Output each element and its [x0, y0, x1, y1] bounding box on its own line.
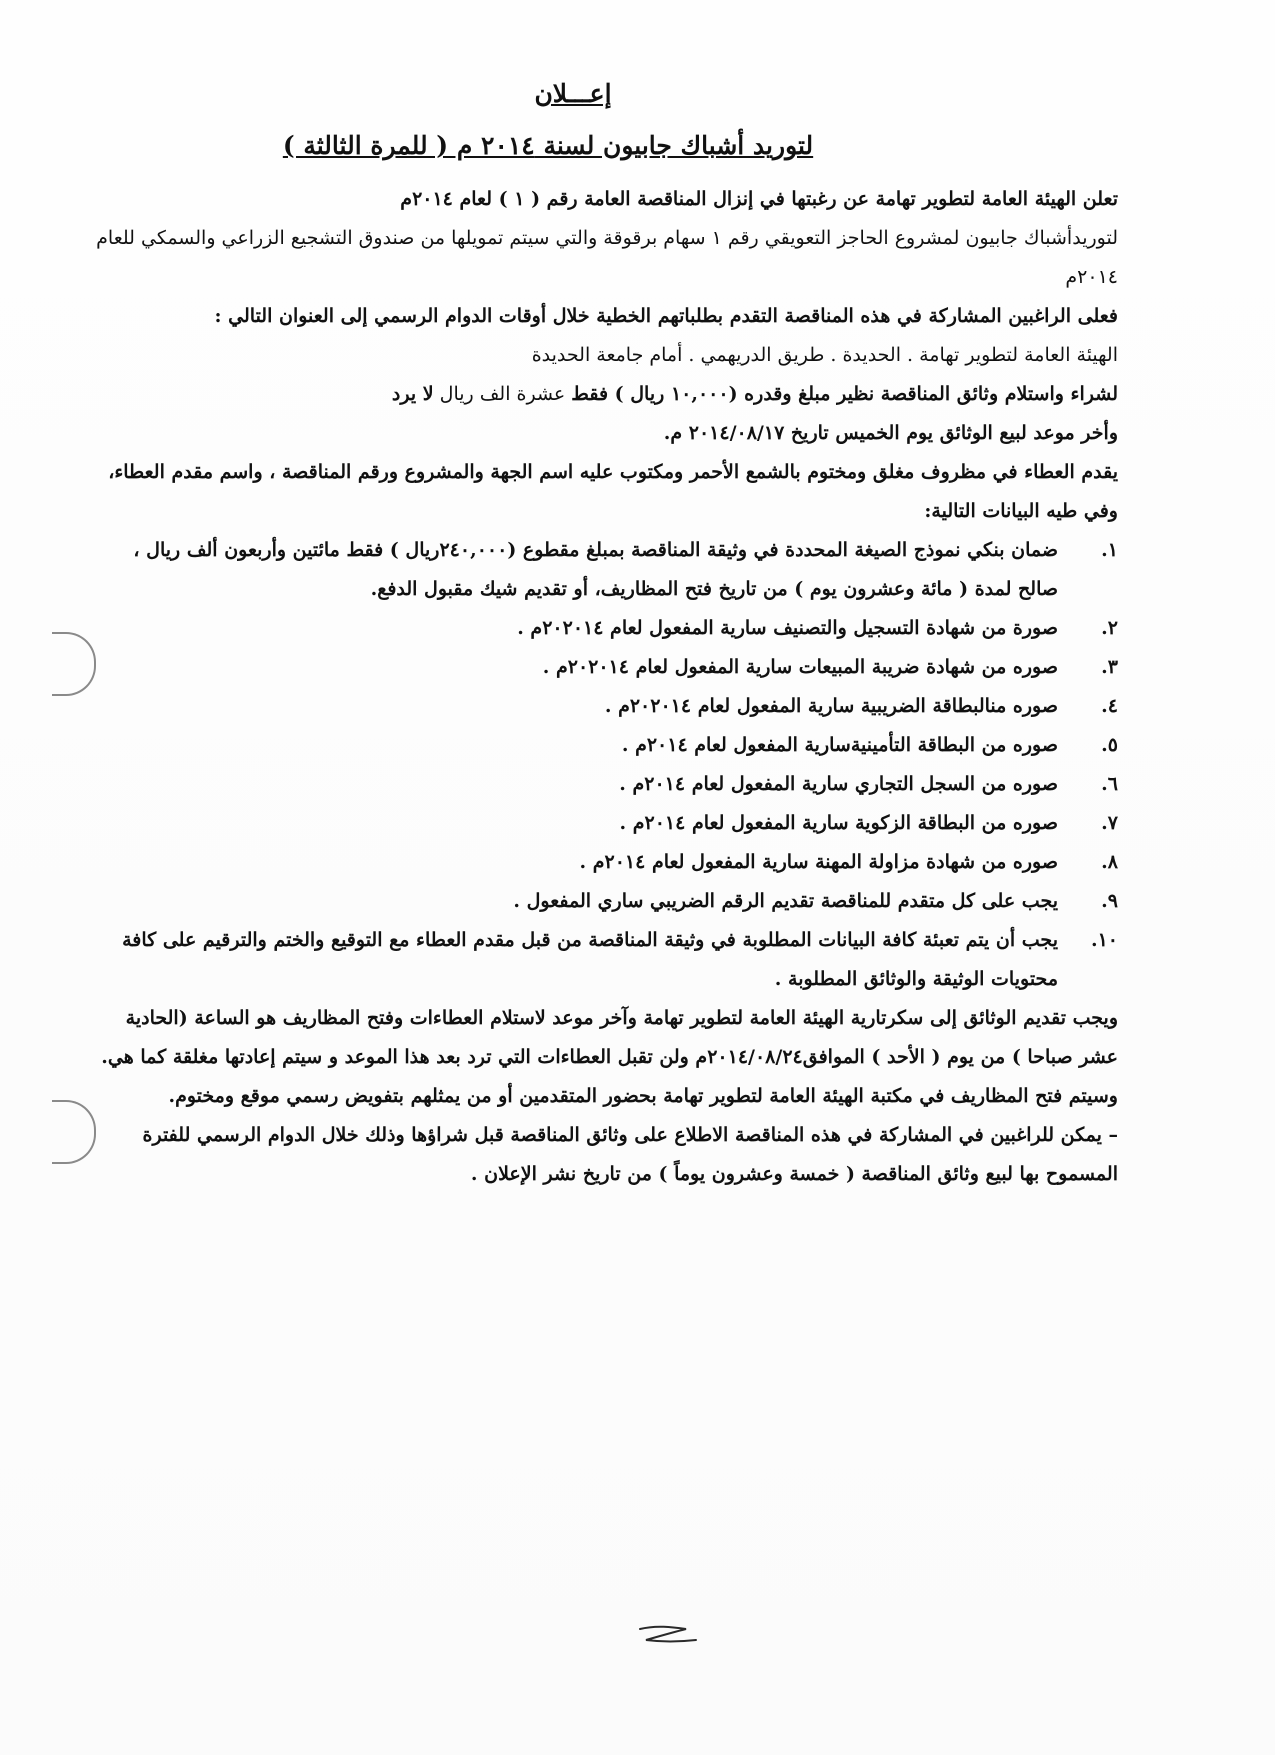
required-documents-list [88, 531, 1118, 999]
purchase-price: لشراء واستلام وثائق المناقصة نظير مبلغ وقدره (١٠,٠٠٠ ريال ) [608, 383, 1118, 405]
announcement-title: إعـــلان [534, 79, 612, 108]
intro-purpose: لتوريدأشباك جابيون لمشروع الحاجز التعويقي رقم ١ سهام برقوقة والتي سيتم تمويلها من صندوق التشجيع الزراعي والسمكي للعام ٢٠١٤م [96, 227, 1118, 288]
opening-instructions: وسيتم فتح المظاريف في مكتبة الهيئة العامة لتطوير تهامة بحضور المتقدمين أو من يمثلهم بتفويض رسمي موقع ومختوم. [168, 1085, 1118, 1107]
list-item-number: ١. [1101, 539, 1118, 561]
list-item-number: ٩. [1101, 890, 1118, 912]
list-item [88, 882, 1118, 921]
list-item [88, 687, 1118, 726]
list-item [88, 648, 1118, 687]
list-item [88, 531, 1118, 609]
list-item-text: يجب على كل متقدم للمناقصة تقديم الرقم الضريبي ساري المفعول . [513, 890, 1058, 912]
purchase-nonrefundable: لا يرد [391, 383, 434, 405]
announcement-subtitle: لتوريد أشباك جابيون لسنة ٢٠١٤ م ( للمرة الثالثة ) [282, 131, 814, 160]
list-item-text: صوره من السجل التجاري سارية المفعول لعام ٢٠١٤م . [619, 773, 1058, 795]
list-item-number: ٤. [1101, 695, 1118, 717]
list-item [88, 726, 1118, 765]
list-item-number: ٥. [1101, 734, 1118, 756]
envelope-instructions: يقدم العطاء في مظروف مغلق ومختوم بالشمع الأحمر ومكتوب عليه اسم الجهة والمشروع ورقم المناقصة ، واسم مقدم العطاء، وفي طيه البيانات التالية: [108, 461, 1118, 522]
list-item-number: ٧. [1101, 812, 1118, 834]
delivery-instructions: ويجب تقديم الوثائق إلى سكرتارية الهيئة العامة لتطوير تهامة وآخر موعد لاستلام العطاءات وفتح المظاريف هو الساعة (الحادية عشر صباحا ) من يوم ( الأحد ) الموافق٢٠١٤/٠٨/٢٤م ولن تقبل العطاءات التي ترد بعد هذا الموعد و سيتم إعادتها مغلقة كما هي. [101, 1007, 1118, 1068]
list-item-text: صوره من البطاقة الزكوية سارية المفعول لعام ٢٠١٤م . [619, 812, 1058, 834]
list-item [88, 609, 1118, 648]
intro-line [88, 180, 1118, 219]
list-item-number: ٣. [1101, 656, 1118, 678]
list-item-text: صوره من شهادة مزاولة المهنة سارية المفعول لعام ٢٠١٤م . [579, 851, 1058, 873]
list-item-text: يجب أن يتم تعبئة كافة البيانات المطلوبة في وثيقة المناقصة من قبل مقدم العطاء مع التوقيع والختم والترقيم على كافة محتويات الوثيقة والوثائق المطلوبة . [122, 929, 1058, 990]
intro-issuer: تعلن الهيئة العامة لتطوير تهامة [868, 188, 1118, 210]
last-sale-date: وأخر موعد لبيع الوثائق يوم الخميس تاريخ ٢٠١٤/٠٨/١٧ م. [663, 422, 1118, 444]
purchase-text [88, 375, 1118, 414]
handwritten-initial [636, 1622, 700, 1646]
list-item [88, 843, 1118, 882]
address-text: الهيئة العامة لتطوير تهامة . الحديدة . طريق الدريهمي . أمام جامعة الحديدة [531, 344, 1118, 366]
list-item-number: ٨. [1101, 851, 1118, 873]
list-item-text: صوره منالبطاقة الضريبية سارية المفعول لعام ٢٠٢٠١٤م . [604, 695, 1058, 717]
invite-text: فعلى الراغبين المشاركة في هذه المناقصة التقدم بطلباتهم الخطية خلال أوقات الدوام الرسمي إلى العنوان التالي : [214, 305, 1118, 327]
purchase-only: فقط [571, 383, 609, 405]
review-instructions: – يمكن للراغبين في المشاركة في هذه المناقصة الاطلاع على وثائق المناقصة قبل شراؤها وذلك خلال الدوام الرسمي للفترة المسموح بها لبيع وثائق المناقصة ( خمسة وعشرون يوماً ) من تاريخ نشر الإعلان . [142, 1124, 1118, 1185]
intro-tender: عن رغبتها في إنزال المناقصة العامة رقم ( ١ ) لعام ٢٠١٤م [400, 188, 869, 210]
list-item [88, 765, 1118, 804]
purchase-amount-words: عشرة الف ريال [433, 383, 572, 405]
list-item-number: ٦. [1101, 773, 1118, 795]
list-item-number: ٢. [1101, 617, 1118, 639]
list-item-number: ١٠. [1090, 929, 1118, 951]
list-item-text: صوره من البطاقة التأمينيةسارية المفعول لعام ٢٠١٤م . [621, 734, 1058, 756]
list-item-text: صورة من شهادة التسجيل والتصنيف سارية المفعول لعام ٢٠٢٠١٤م . [517, 617, 1058, 639]
list-item [88, 921, 1118, 999]
list-item-text: ضمان بنكي نموذج الصيغة المحددة في وثيقة المناقصة بمبلغ مقطوع (٢٤٠,٠٠٠ريال ) فقط مائتين وأربعون ألف ريال ، صالح لمدة ( مائة وعشرون يوم ) من تاريخ فتح المظاريف، أو تقديم شيك مقبول الدفع. [133, 539, 1058, 600]
list-item [88, 804, 1118, 843]
announcement-document [88, 72, 1118, 1194]
list-item-text: صوره من شهادة ضريبة المبيعات سارية المفعول لعام ٢٠٢٠١٤م . [542, 656, 1058, 678]
